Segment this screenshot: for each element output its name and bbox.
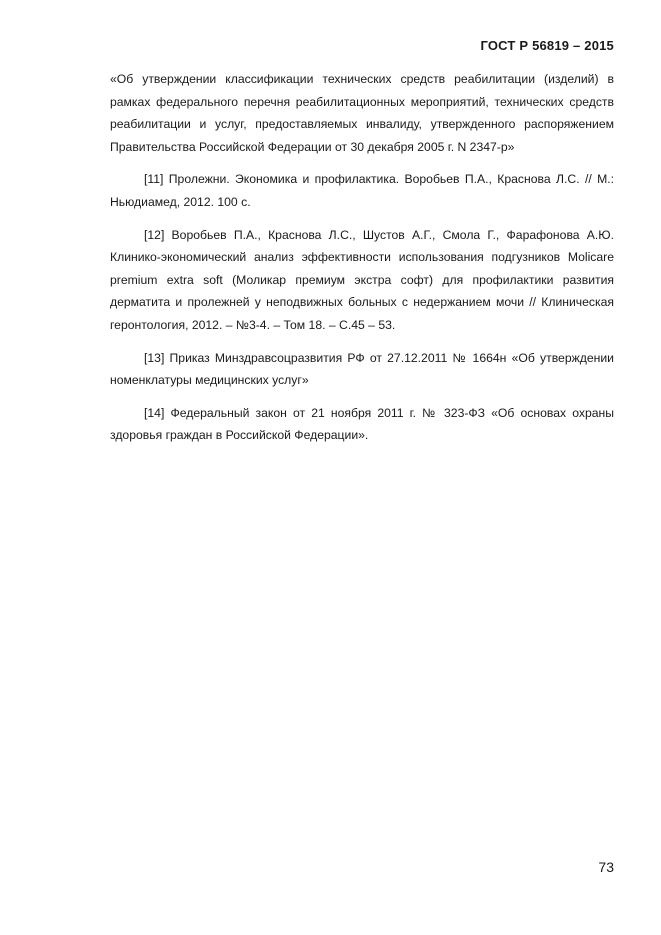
document-code-header: ГОСТ Р 56819 – 2015 — [480, 38, 614, 53]
references-list — [110, 68, 614, 457]
reference-item-13: [13] Приказ Минздравсоцразвития РФ от 27.12.2011 № 1664н «Об утверждении номенклатуры медицинских услуг» — [110, 350, 614, 388]
page-number: 73 — [598, 859, 614, 875]
reference-item-11: [11] Пролежни. Экономика и профилактика. Воробьев П.А., Краснова Л.С. // М.: Ньюдиамед, 2012. 100 с. — [110, 172, 614, 209]
reference-continuation: «Об утверждении классификации технических средств реабилитации (изделий) в рамках федерального перечня реабилитационных мероприятий, технических средств реабилитации и услуг, предоставляемых инвалиду, утвержденного распоряжением Правительства Российской Федерации от 30 декабря 2005 г. N 2347-р» — [110, 72, 614, 154]
reference-item-12: [12] Воробьев П.А., Краснова Л.С., Шустов А.Г., Смола Г., Фарафонова А.Ю. Клинико-экономический анализ эффективности использования подгузников Molicare premium extra soft (Моликар премиум экстра софт) для профилактики развития дерматита и пролежней у неподвижных больных с недержанием мочи // Клиническая геронтология, 2012. – №3-4. – Том 18. – С.45 – 53. — [110, 227, 614, 332]
reference-item-14: [14] Федеральный закон от 21 ноября 2011 г. № 323-ФЗ «Об основах охраны здоровья граждан в Российской Федерации». — [110, 405, 614, 443]
